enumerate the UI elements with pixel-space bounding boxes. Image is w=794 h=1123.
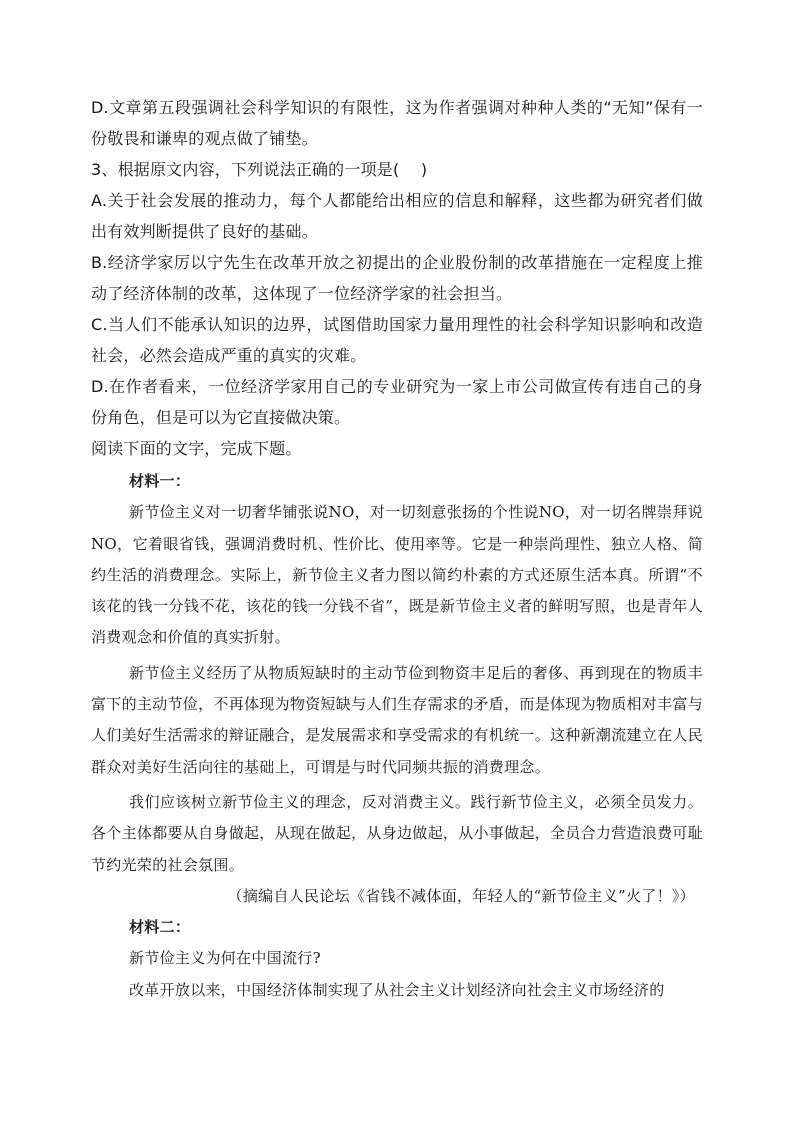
material-one-paragraph: 我们应该树立新节俭主义的理念，反对消费主义。践行新节俭主义，必须全员发力。各个主体都要从自身做起，从现在做起，从身边做起，从小事做起，全员合力营造浪费可耻节约光荣的社会氛围。 <box>91 792 704 874</box>
material-one-heading: 材料一： <box>129 472 191 490</box>
material-two <box>91 912 703 1006</box>
material-one <box>91 466 703 912</box>
question-3-option-c: C.当人们不能承认知识的边界，试图借助国家力量用理性的社会科学知识影响和改造社会，必然会造成严重的真实的灾难。 <box>91 315 703 365</box>
question-3-stem: 3、根据原文内容，下列说法正确的一项是( ) <box>91 160 428 179</box>
document-body <box>91 92 703 1006</box>
reading-instruction: 阅读下面的文字，完成下题。 <box>91 439 302 458</box>
material-one-paragraph: 新节俭主义对一切奢华铺张说NO，对一切刻意张扬的个性说NO，对一切名牌崇拜说NO，它着眼省钱，强调消费时机、性价比、使用率等。它是一种崇尚理性、独立人格、简约生活的消费理念。实际上，新节俭主义者力图以简约朴素的方式还原生活本真。所谓“不该花的钱一分钱不花，该花的钱一分钱不省”，既是新节俭主义者的鲜明写照，也是青年人消费观念和价值的真实折射。 <box>91 503 703 647</box>
question-3-option-d: D.在作者看来，一位经济学家用自己的专业研究为一家上市公司做宣传有违自己的身份角色，但是可以为它直接做决策。 <box>91 377 703 427</box>
material-two-paragraph: 改革开放以来，中国经济体制实现了从社会主义计划经济向社会主义市场经济的 <box>129 980 665 999</box>
question-section <box>91 92 703 464</box>
material-two-subtitle: 新节俭主义为何在中国流行? <box>129 949 321 968</box>
question-3-option-b: B.经济学家厉以宁先生在改革开放之初提出的企业股份制的改革措施在一定程度上推动了经济体制的改革，这体现了一位经济学家的社会担当。 <box>91 253 703 303</box>
material-one-paragraph: 新节俭主义经历了从物质短缺时的主动节俭到物资丰足后的奢侈、再到现在的物质丰富下的主动节俭，不再体现为物资短缺与人们生存需求的矛盾，而是体现为物质相对丰富与人们美好生活需求的辩证融合，是发展需求和享受需求的有机统一。这种新潮流建立在人民群众对美好生活向往的基础上，可谓是与时代同频共振的消费理念。 <box>91 663 704 776</box>
option-d-prev-question: D.文章第五段强调社会科学知识的有限性，这为作者强调对种种人类的“无知”保有一份敬畏和谦卑的观点做了铺垫。 <box>91 98 703 148</box>
material-two-heading: 材料二： <box>129 918 191 937</box>
material-one-source: （摘编自人民论坛《省钱不减体面，年轻人的“新节俭主义”火了！》） <box>227 886 695 905</box>
question-3-option-a: A.关于社会发展的推动力，每个人都能给出相应的信息和解释，这些都为研究者们做出有效判断提供了良好的基础。 <box>91 191 703 241</box>
